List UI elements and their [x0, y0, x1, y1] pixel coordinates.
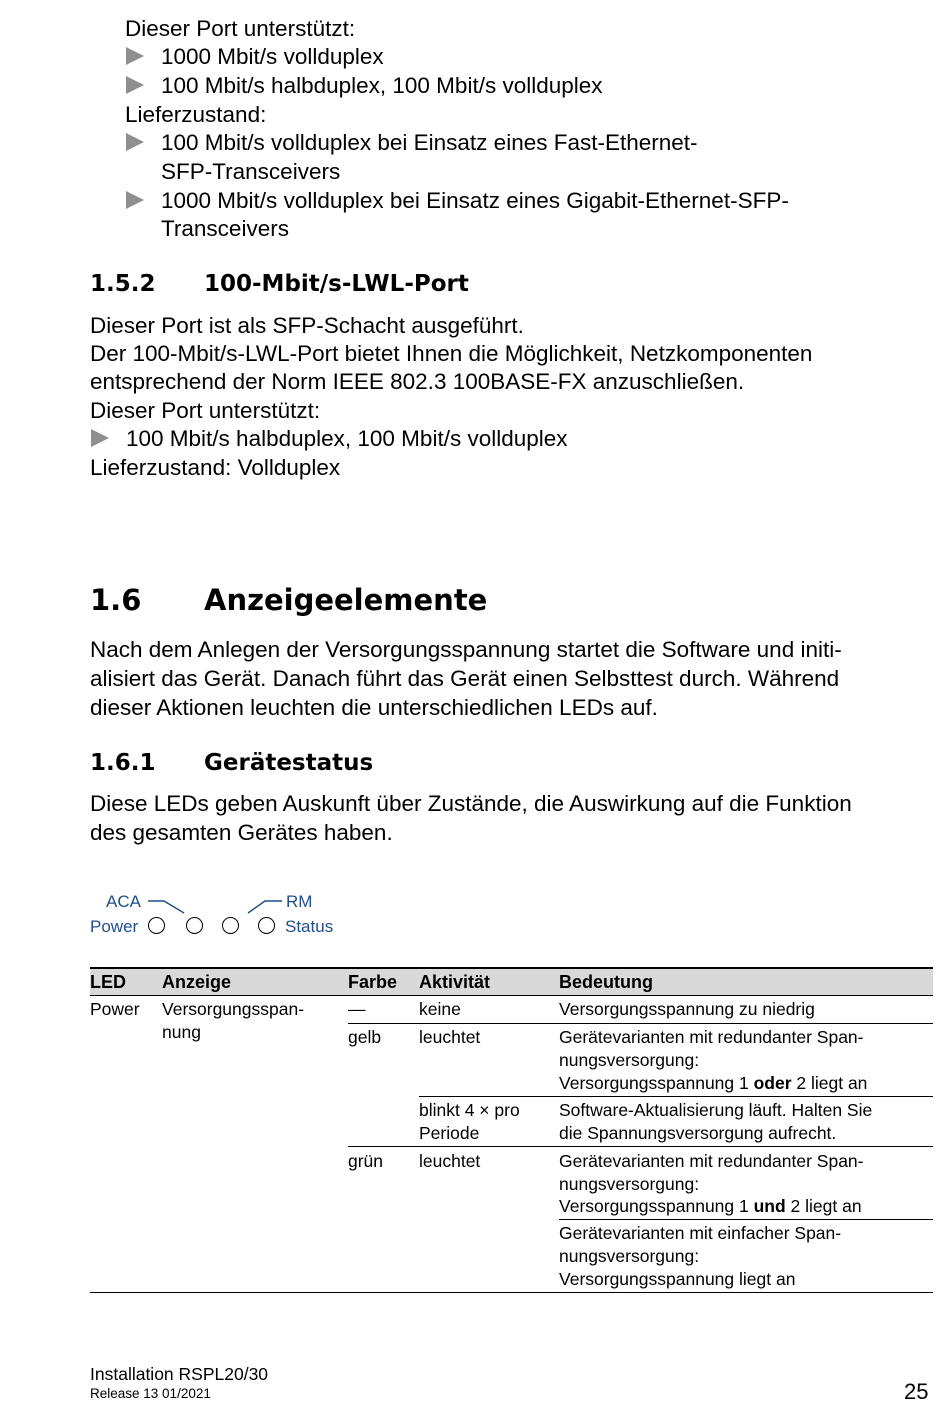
- table-header-farbe: Farbe: [348, 972, 398, 992]
- table-cell-bedeutung: Gerätevarianten mit redundanter Span-: [559, 1027, 864, 1047]
- table-row-rule: [419, 1096, 933, 1097]
- table-header-bedeutung: Bedeutung: [559, 972, 653, 992]
- bullet-text-cont: Transceivers: [161, 216, 289, 241]
- table-cell-aktivitaet-cont: Periode: [419, 1123, 480, 1143]
- paragraph-line: Dieser Port ist als SFP-Schacht ausgeführt.: [90, 313, 524, 338]
- table-row-rule: [348, 1146, 933, 1147]
- table-row-rule: [559, 1219, 933, 1220]
- bedeutung-text: Versorgungsspannung 1: [559, 1073, 754, 1093]
- bedeutung-text: 2 liegt an: [791, 1073, 868, 1093]
- paragraph-line: dieser Aktionen leuchten die unterschiedlichen LEDs auf.: [90, 695, 658, 720]
- table-cell-bedeutung: [559, 1195, 862, 1218]
- bullet-text: 100 Mbit/s vollduplex bei Einsatz eines Fast-Ethernet-: [161, 130, 698, 155]
- table-header-rule: [90, 995, 933, 996]
- bedeutung-emphasis: und: [753, 1196, 786, 1216]
- bullet-text-cont: SFP-Transceivers: [161, 159, 341, 184]
- bullet-triangle-icon: [126, 76, 144, 94]
- table-cell-aktivitaet: leuchtet: [419, 1151, 481, 1171]
- section-title: 100-Mbit/s-LWL-Port: [204, 271, 469, 297]
- chapter-number: 1.6: [90, 583, 142, 617]
- led-label-aca: ACA: [106, 892, 141, 911]
- led-label-rm: RM: [286, 892, 313, 911]
- table-header-aktivitaet: Aktivität: [419, 972, 491, 992]
- table-cell-bedeutung: die Spannungsversorgung aufrecht.: [559, 1123, 837, 1143]
- bullet-triangle-icon: [126, 47, 144, 65]
- paragraph-line: alisiert das Gerät. Danach führt das Gerät einen Selbsttest durch. Während: [90, 666, 840, 691]
- table-cell-bedeutung: Versorgungsspannung liegt an: [559, 1269, 796, 1289]
- section-number: 1.5.2: [90, 271, 156, 297]
- table-cell-bedeutung: nungsversorgung:: [559, 1246, 700, 1266]
- table-cell-bedeutung: [559, 1072, 867, 1095]
- bullet-text: 1000 Mbit/s vollduplex bei Einsatz eines Gigabit-Ethernet-SFP-: [161, 188, 789, 213]
- table-cell-bedeutung: Versorgungsspannung zu niedrig: [559, 999, 815, 1019]
- bullet-text: 100 Mbit/s halbduplex, 100 Mbit/s vollduplex: [126, 426, 568, 451]
- table-cell-bedeutung: nungsversorgung:: [559, 1050, 700, 1070]
- led-rm-icon: [222, 917, 239, 934]
- table-header-led: LED: [90, 972, 126, 992]
- paragraph-line: Lieferzustand: Vollduplex: [90, 455, 341, 480]
- table-cell-bedeutung: Gerätevarianten mit einfacher Span-: [559, 1223, 842, 1243]
- table-row-rule: [348, 1023, 933, 1024]
- led-aca-icon: [186, 917, 203, 934]
- bedeutung-emphasis: oder: [753, 1073, 792, 1093]
- bullet-triangle-icon: [126, 133, 144, 151]
- table-bottom-rule: [90, 1292, 933, 1293]
- table-cell-aktivitaet: leuchtet: [419, 1027, 481, 1047]
- default-label: Lieferzustand:: [125, 102, 267, 127]
- table-cell-bedeutung: Software-Aktualisierung läuft. Halten Sie: [559, 1100, 873, 1120]
- paragraph-line: des gesamten Gerätes haben.: [90, 820, 393, 845]
- table-header-anzeige: Anzeige: [162, 972, 232, 992]
- led-label-status: Status: [285, 917, 334, 936]
- table-top-rule: [90, 967, 933, 969]
- table-cell-farbe: gelb: [348, 1027, 382, 1047]
- bullet-text: 1000 Mbit/s vollduplex: [161, 44, 384, 69]
- led-label-power: Power: [90, 917, 139, 936]
- table-cell-farbe: grün: [348, 1151, 384, 1171]
- section-number: 1.6.1: [90, 750, 156, 776]
- table-cell-aktivitaet: blinkt 4 × pro: [419, 1100, 520, 1120]
- section-title: Gerätestatus: [204, 750, 374, 776]
- paragraph-line: Der 100-Mbit/s-LWL-Port bietet Ihnen die Möglichkeit, Netzkomponenten: [90, 341, 813, 366]
- bedeutung-text: Versorgungsspannung 1: [559, 1196, 754, 1216]
- bedeutung-text: 2 liegt an: [785, 1196, 862, 1216]
- page-number: 25: [904, 1379, 929, 1404]
- table-cell-aktivitaet: keine: [419, 999, 461, 1019]
- table-cell-led: Power: [90, 999, 140, 1019]
- supports-label: Dieser Port unterstützt:: [125, 16, 356, 41]
- paragraph-line: Dieser Port unterstützt:: [90, 398, 321, 423]
- paragraph-line: entsprechend der Norm IEEE 802.3 100BASE-FX anzuschließen.: [90, 369, 745, 394]
- led-status-icon: [258, 917, 275, 934]
- table-cell-anzeige: Versorgungsspan-: [162, 999, 305, 1019]
- table-cell-bedeutung: nungsversorgung:: [559, 1174, 700, 1194]
- bullet-triangle-icon: [126, 191, 144, 209]
- table-cell-bedeutung: Gerätevarianten mit redundanter Span-: [559, 1151, 864, 1171]
- bullet-triangle-icon: [91, 429, 109, 447]
- paragraph-line: Nach dem Anlegen der Versorgungsspannung startet die Software und initi-: [90, 637, 842, 662]
- footer-release: Release 13 01/2021: [90, 1386, 211, 1401]
- paragraph-line: Diese LEDs geben Auskunft über Zustände, die Auswirkung auf die Funktion: [90, 791, 852, 816]
- table-cell-farbe: —: [348, 999, 366, 1019]
- footer-title: Installation RSPL20/30: [90, 1364, 269, 1384]
- table-cell-anzeige-cont: nung: [162, 1022, 201, 1042]
- led-power-icon: [148, 917, 165, 934]
- bullet-text: 100 Mbit/s halbduplex, 100 Mbit/s vollduplex: [161, 73, 603, 98]
- chapter-title: Anzeigeelemente: [204, 583, 488, 617]
